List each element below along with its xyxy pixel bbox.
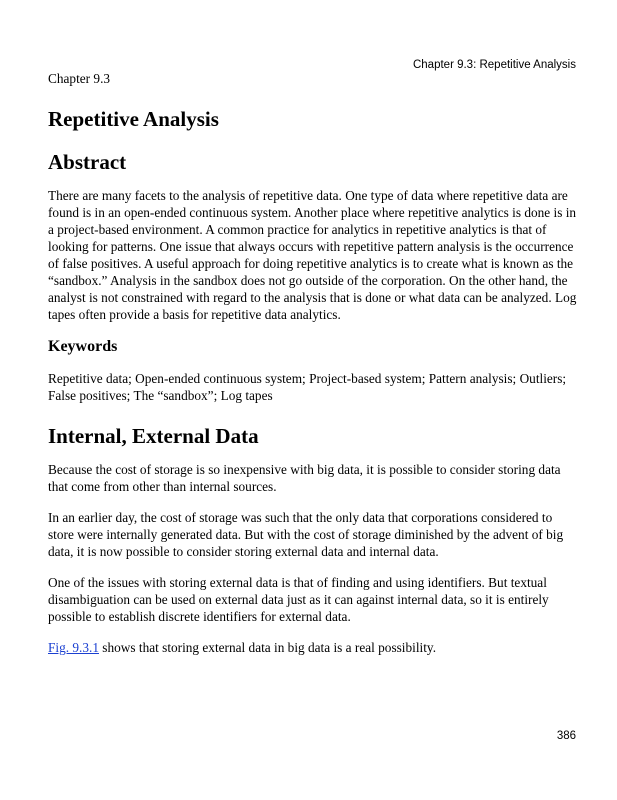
- keywords-heading: Keywords: [48, 338, 118, 355]
- section-paragraph-2: In an earlier day, the cost of storage was such that the only data that corporations considered to store were internally generated data. But with the cost of storage diminished by the advent of big data, it is now possible to consider storing external data and internal data.: [48, 510, 564, 559]
- page-number: 386: [556, 730, 576, 742]
- chapter-title: Repetitive Analysis: [48, 107, 219, 131]
- section-heading: Internal, External Data: [48, 424, 259, 448]
- section-paragraph-1: Because the cost of storage is so inexpensive with big data, it is possible to consider storing data that come from other than internal sources.: [48, 462, 561, 494]
- figure-reference-text: shows that storing external data in big data is a real possibility.: [98, 640, 437, 655]
- abstract-text: There are many facets to the analysis of repetitive data. One type of data where repetitive data are found is in an open-ended continuous system. Another place where repetitive analytics is done is in a project-based environment. A common practice for analytics in repetitive analytics is that of looking for patterns. One issue that always occurs with repetitive pattern analysis is the occurrence of false positives. A useful approach for doing repetitive analytics is to create what is known as the “sandbox.” Analysis in the sandbox does not go outside of the corporation. On the other hand, the analyst is not constrained with regard to the analysis that is done or what data can be analyzed. Log tapes often provide a basis for repetitive data analytics.: [48, 188, 577, 322]
- keywords-text: Repetitive data; Open-ended continuous system; Project-based system; Pattern analysis; Outliers; False positives; The “sandbox”; Log tapes: [48, 371, 567, 403]
- section-paragraph-3: One of the issues with storing external data is that of finding and using identifiers. But textual disambiguation can be used on external data just as it can against internal data, so it is entirely possible to establish discrete identifiers for external data.: [48, 575, 549, 624]
- page-content: [48, 70, 578, 656]
- running-header: Chapter 9.3: Repetitive Analysis: [412, 59, 576, 71]
- figure-reference-paragraph: [48, 639, 578, 656]
- chapter-label: Chapter 9.3: [48, 71, 111, 86]
- figure-link[interactable]: Fig. 9.3.1: [48, 640, 99, 655]
- abstract-heading: Abstract: [48, 150, 127, 174]
